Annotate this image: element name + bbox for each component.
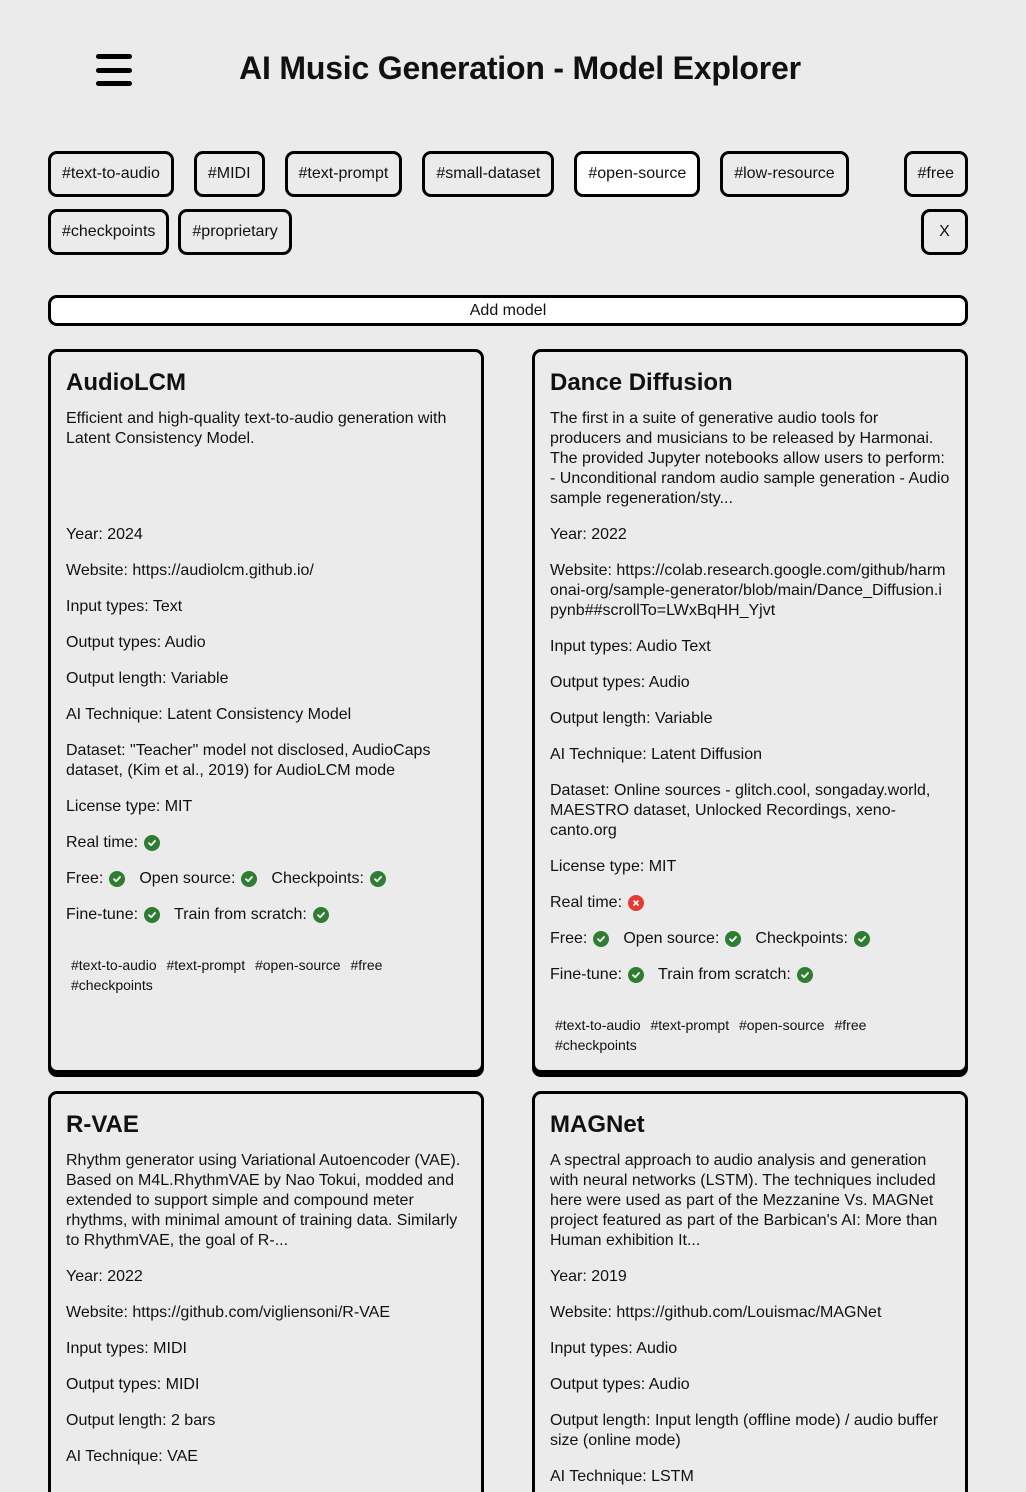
card-flags-access xyxy=(66,869,466,889)
tag-row-2 xyxy=(48,209,968,255)
card-tag[interactable]: #checkpoints xyxy=(555,1037,637,1053)
check-circle-icon xyxy=(144,835,160,851)
card-title: R-VAE xyxy=(66,1111,139,1138)
card-website[interactable]: Website: https://colab.research.google.com/github/harmonai-org/sample-generator/blob/main/Dance_Diffusion.ipynb##scrollTo=LWxBqHH_Yjvt xyxy=(550,562,946,619)
check-circle-icon xyxy=(725,931,741,947)
card-input-types: Input types: MIDI xyxy=(66,1340,187,1357)
card-ai-technique: AI Technique: Latent Diffusion xyxy=(550,746,762,763)
card-input-types: Input types: Text xyxy=(66,598,183,615)
card-tag-list xyxy=(550,1015,950,1055)
card-output-length: Output length: 2 bars xyxy=(66,1412,216,1429)
card-tag[interactable]: #open-source xyxy=(254,957,341,973)
card-description: The first in a suite of generative audio tools for producers and musicians to be released by Harmonai. The provided Jupyter notebooks allow users to perform: - Unconditional random audio sample generation - Audio sample regeneration/sty... xyxy=(550,410,950,507)
tag-row-1 xyxy=(48,151,968,197)
model-card[interactable] xyxy=(532,349,968,1073)
card-output-length: Output length: Input length (offline mode) / audio buffer size (online mode) xyxy=(550,1412,939,1449)
tag-filter-low-resource[interactable]: #low-resource xyxy=(720,151,848,197)
model-card-grid xyxy=(48,349,968,1492)
card-output-length: Output length: Variable xyxy=(550,710,713,727)
card-flags-training xyxy=(66,905,466,925)
check-circle-icon xyxy=(109,871,125,887)
card-description: Rhythm generator using Variational Autoencoder (VAE). Based on M4L.RhythmVAE by Nao Tokui, modded and extended to support simple and compound meter rhythms, with minimal amount of training data. Similarly to RhythmVAE, the goal of R-... xyxy=(66,1152,461,1249)
card-flags-access xyxy=(550,929,950,949)
card-input-types: Input types: Audio xyxy=(550,1340,678,1357)
card-dataset: Dataset: Online sources - glitch.cool, songaday.world, MAESTRO dataset, Unlocked Recordings, xeno-canto.org xyxy=(550,782,931,839)
card-output-types: Output types: Audio xyxy=(550,674,690,691)
flag-label: Open source: xyxy=(139,870,236,887)
card-title: MAGNet xyxy=(550,1111,645,1138)
card-tag[interactable]: #checkpoints xyxy=(71,977,153,993)
model-card[interactable] xyxy=(48,349,484,1073)
add-model-button[interactable]: Add model xyxy=(48,295,968,326)
card-input-types: Input types: Audio Text xyxy=(550,638,711,655)
card-flags-realtime xyxy=(550,893,950,913)
card-website[interactable]: Website: https://audiolcm.github.io/ xyxy=(66,562,314,579)
card-ai-technique: AI Technique: Latent Consistency Model xyxy=(66,706,352,723)
tag-filter-text-to-audio[interactable]: #text-to-audio xyxy=(48,151,174,197)
check-circle-icon xyxy=(241,871,257,887)
flag-label: Checkpoints: xyxy=(271,870,364,887)
flag-open-source xyxy=(623,929,741,949)
flag-label: Fine-tune: xyxy=(550,966,623,983)
card-output-types: Output types: Audio xyxy=(550,1376,690,1393)
flag-label: Open source: xyxy=(623,930,720,947)
check-circle-icon xyxy=(854,931,870,947)
card-ai-technique: AI Technique: LSTM xyxy=(550,1468,694,1485)
flag-fine-tune xyxy=(66,905,160,925)
model-card[interactable] xyxy=(48,1091,484,1492)
flag-label: Checkpoints: xyxy=(755,930,848,947)
card-tag[interactable]: #free xyxy=(350,957,383,973)
clear-tags-button[interactable]: X xyxy=(921,209,968,255)
flag-fine-tune xyxy=(550,965,644,985)
check-circle-icon xyxy=(144,907,160,923)
card-output-types: Output types: MIDI xyxy=(66,1376,200,1393)
card-license: License type: MIT xyxy=(550,858,677,875)
header xyxy=(48,0,968,140)
card-ai-technique: AI Technique: VAE xyxy=(66,1448,198,1465)
flag-free xyxy=(66,869,125,889)
card-tag-list xyxy=(66,955,466,995)
card-website[interactable]: Website: https://github.com/vigliensoni/R-VAE xyxy=(66,1304,390,1321)
flag-label: Free: xyxy=(66,870,104,887)
card-title: AudioLCM xyxy=(66,369,186,396)
page-title: AI Music Generation - Model Explorer xyxy=(239,50,801,86)
check-circle-icon xyxy=(628,967,644,983)
card-tag[interactable]: #free xyxy=(834,1017,867,1033)
flag-checkpoints xyxy=(755,929,870,949)
flag-checkpoints xyxy=(271,869,386,889)
flag-real-time xyxy=(66,833,160,853)
card-tag[interactable]: #open-source xyxy=(738,1017,825,1033)
x-circle-icon xyxy=(628,895,644,911)
card-dataset: Dataset: "Teacher" model not disclosed, AudioCaps dataset, (Kim et al., 2019) for AudioLCM mode xyxy=(66,742,431,779)
card-flags-realtime xyxy=(66,833,466,853)
flag-label: Real time: xyxy=(550,894,623,911)
tag-filter-free[interactable]: #free xyxy=(904,151,968,197)
flag-train-from-scratch xyxy=(658,965,813,985)
model-card[interactable] xyxy=(532,1091,968,1492)
card-license: License type: MIT xyxy=(66,798,193,815)
card-tag[interactable]: #text-prompt xyxy=(650,1017,730,1033)
card-year: Year: 2022 xyxy=(550,526,627,543)
check-circle-icon xyxy=(313,907,329,923)
tag-filter-small-dataset[interactable]: #small-dataset xyxy=(422,151,554,197)
tag-filter-open-source[interactable]: #open-source xyxy=(574,151,700,197)
check-circle-icon xyxy=(370,871,386,887)
tag-filter-text-prompt[interactable]: #text-prompt xyxy=(285,151,403,197)
check-circle-icon xyxy=(593,931,609,947)
flag-free xyxy=(550,929,609,949)
card-flags-training xyxy=(550,965,950,985)
tag-filter-proprietary[interactable]: #proprietary xyxy=(178,209,291,255)
flag-label: Train from scratch: xyxy=(658,966,791,983)
card-tag[interactable]: #text-to-audio xyxy=(555,1017,641,1033)
flag-train-from-scratch xyxy=(174,905,329,925)
card-tag[interactable]: #text-prompt xyxy=(166,957,246,973)
flag-label: Fine-tune: xyxy=(66,906,139,923)
tag-filter-bar xyxy=(48,151,968,267)
card-year: Year: 2019 xyxy=(550,1268,627,1285)
check-circle-icon xyxy=(797,967,813,983)
flag-label: Train from scratch: xyxy=(174,906,307,923)
card-output-length: Output length: Variable xyxy=(66,670,229,687)
flag-real-time xyxy=(550,893,644,913)
card-tag[interactable]: #text-to-audio xyxy=(71,957,157,973)
card-output-types: Output types: Audio xyxy=(66,634,206,651)
flag-open-source xyxy=(139,869,257,889)
flag-label: Real time: xyxy=(66,834,139,851)
tag-filter-midi[interactable]: #MIDI xyxy=(194,151,265,197)
card-description: A spectral approach to audio analysis and generation with neural networks (LSTM). The techniques included here were used as part of the Mezzanine Vs. MAGNet project featured as part of the Barbican's AI: More than Human exhibition It... xyxy=(550,1152,938,1249)
card-title: Dance Diffusion xyxy=(550,369,733,396)
card-year: Year: 2022 xyxy=(66,1268,143,1285)
flag-label: Free: xyxy=(550,930,588,947)
tag-filter-checkpoints[interactable]: #checkpoints xyxy=(48,209,169,255)
card-website[interactable]: Website: https://github.com/Louismac/MAGNet xyxy=(550,1304,882,1321)
card-description: Efficient and high-quality text-to-audio generation with Latent Consistency Model. xyxy=(66,410,447,447)
card-year: Year: 2024 xyxy=(66,526,143,543)
